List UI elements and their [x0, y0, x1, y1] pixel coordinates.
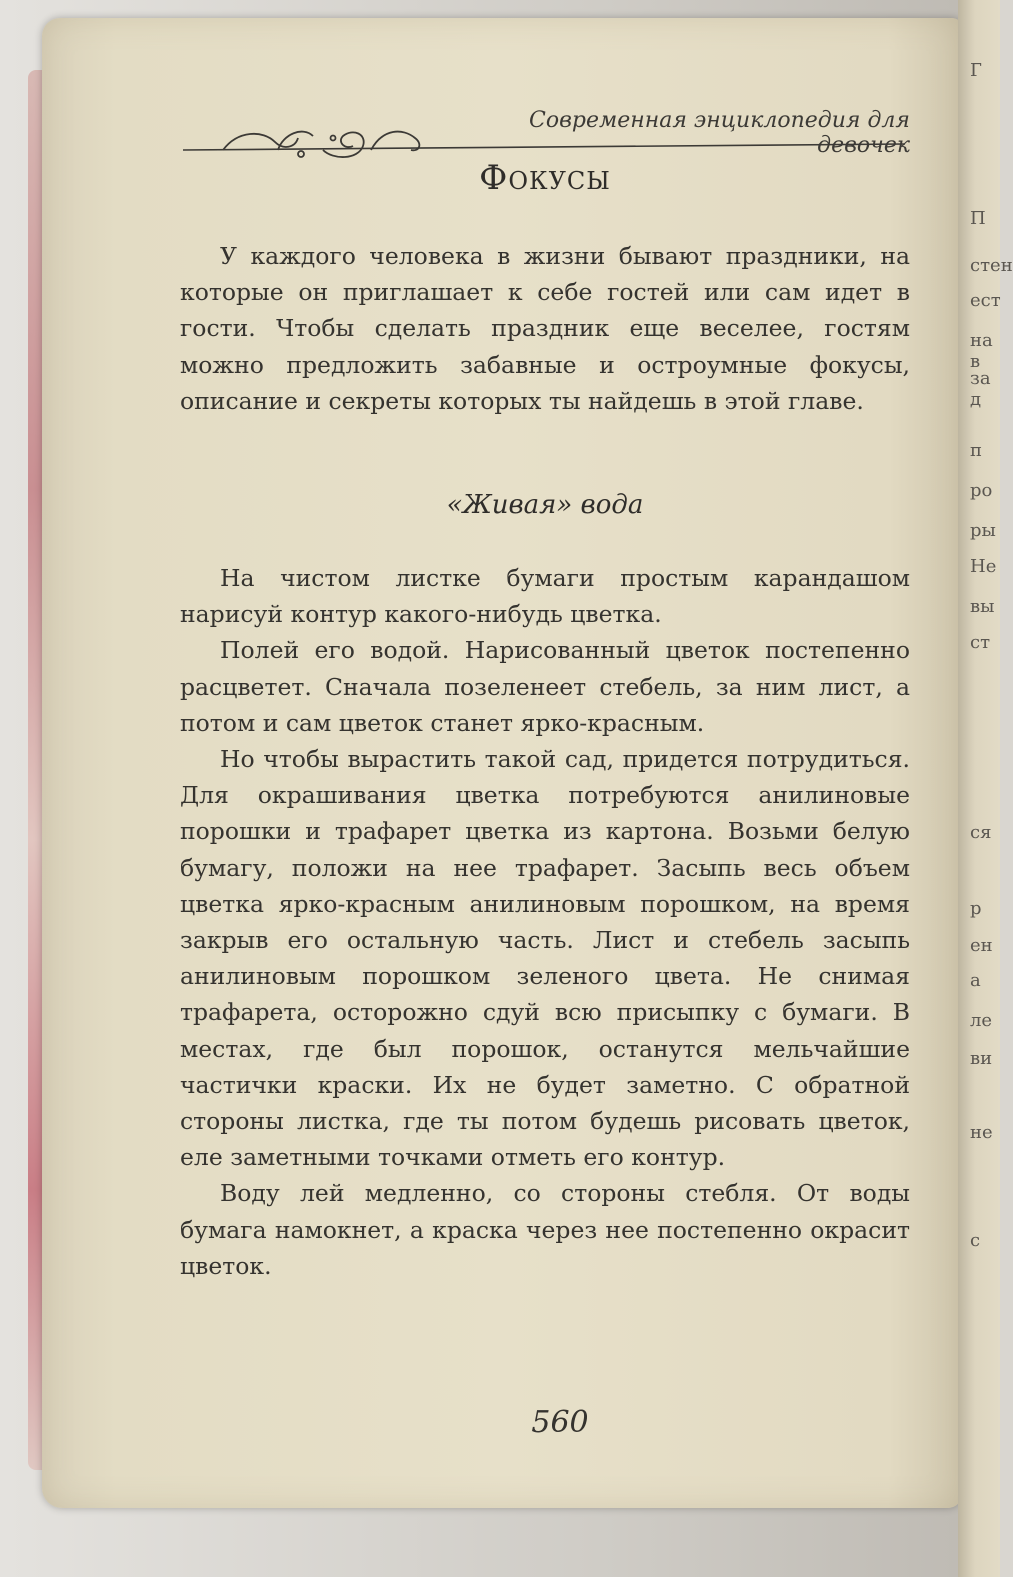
- chapter-title: Фокусы: [479, 158, 611, 198]
- adjacent-page-fragment: Г: [970, 60, 982, 81]
- adjacent-page-fragment: ро: [970, 480, 993, 501]
- adjacent-page-fragment: ст: [970, 632, 991, 653]
- adjacent-page-fragment: на в: [970, 330, 993, 372]
- adjacent-page-fragment: стен: [970, 255, 1013, 276]
- adjacent-page-fragment: ся: [970, 822, 992, 843]
- adjacent-page-fragment: за д: [970, 368, 991, 410]
- adjacent-page-fragment: Не: [970, 556, 997, 577]
- body-paragraph: На чистом листке бумаги простым карандашом нарисуй контур какого-нибудь цветка.: [180, 564, 910, 629]
- adjacent-page-edge: [958, 0, 1013, 1577]
- intro-paragraph: [180, 238, 910, 419]
- adjacent-page-fragment: ен: [970, 935, 993, 956]
- adjacent-page-fragment: П: [970, 208, 986, 229]
- adjacent-page-fragment: р: [970, 898, 982, 919]
- body-paragraph: Воду лей медленно, со стороны стебля. От воды бумага намокнет, а краска через нее постепенно окрасит цветок.: [180, 1179, 910, 1280]
- adjacent-page-fragment: а: [970, 970, 981, 991]
- running-head: Современная энциклопедия для девочек: [528, 108, 910, 158]
- adjacent-page-fragment: ви: [970, 1048, 993, 1069]
- adjacent-page-fragment: вы: [970, 596, 995, 617]
- page-number: 560: [531, 1405, 589, 1440]
- adjacent-page-fragment: не: [970, 1122, 993, 1143]
- section-title: «Живая» вода: [446, 490, 644, 520]
- adjacent-page-fragment: ест: [970, 290, 1001, 311]
- intro-text: У каждого человека в жизни бывают праздники, на которые он приглашает к себе гостей или сам идет в гости. Чтобы сделать праздник еще веселее, гостям можно предложить забавные и остроумные фокусы, описание и секреты которых ты найдешь в этой главе.: [180, 242, 910, 415]
- body-paragraph: Но чтобы вырастить такой сад, придется потрудиться. Для окрашивания цветка потребуются анилиновые порошки и трафарет цветка из картона. Возьми белую бумагу, положи на нее трафарет. Засыпь весь объем цветка ярко-красным анилиновым порошком, на время закрыв его остальную часть. Лист и стебель засыпь анилиновым порошком зеленого цвета. Не снимая трафарета, осторожно сдуй всю присыпку с бумаги. В местах, где был порошок, останутся мельчайшие частички краски. Их не будет заметно. С обратной стороны листка, где ты потом будешь рисовать цветок, еле заметными точками отметь его контур.: [180, 745, 910, 1172]
- section-body: [180, 560, 910, 1284]
- adjacent-page-fragment: с: [970, 1230, 981, 1251]
- adjacent-page-fragment: ле: [970, 1010, 993, 1031]
- adjacent-page-fragment: ры: [970, 520, 996, 541]
- body-paragraph: Полей его водой. Нарисованный цветок постепенно расцветет. Сначала позеленеет стебель, за ним лист, а потом и сам цветок станет ярко-красным.: [180, 636, 910, 737]
- adjacent-page-fragment: п: [970, 440, 982, 461]
